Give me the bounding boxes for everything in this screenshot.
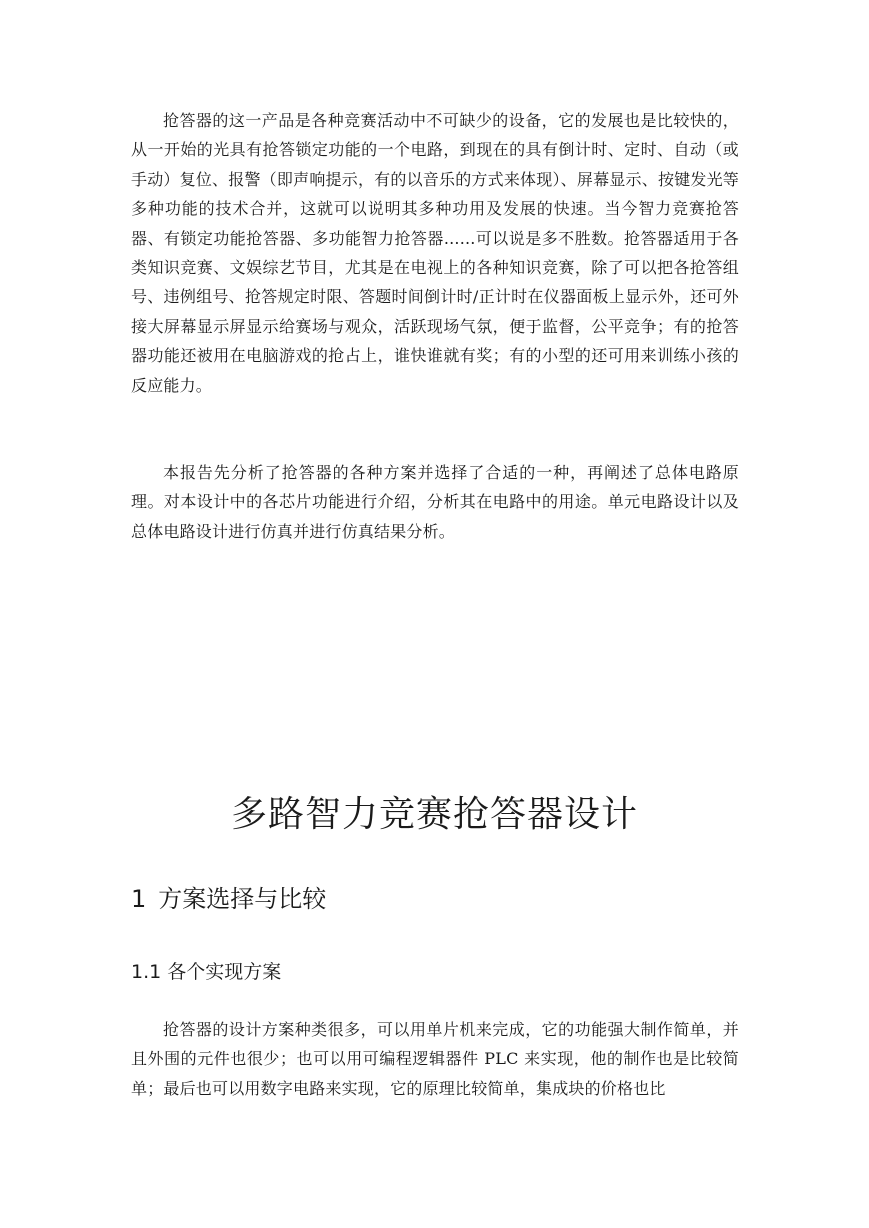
section-1-number: 1 (131, 885, 147, 913)
intro-paragraph-2: 本报告先分析了抢答器的各种方案并选择了合适的一种，再阐述了总体电路原理。对本设计中的各芯片功能进行介绍，分析其在电路中的用途。单元电路设计以及总体电路设计进行仿真并进行仿真结果分析。 (131, 463, 739, 541)
section-1-title: 方案选择与比较 (158, 885, 327, 913)
subsection-1-1-heading (131, 957, 281, 984)
intro-paragraph-1: 抢答器的这一产品是各种竞赛活动中不可缺少的设备，它的发展也是比较快的，从一开始的光具有抢答锁定功能的一个电路，到现在的具有倒计时、定时、自动（或手动）复位、报警（即声响提示，有的以音乐的方式来体现）、屏幕显示、按键发光等多种功能的技术合并，这就可以说明其多种功用及发展的快速。当今智力竞赛抢答器、有锁定功能抢答器、多功能智力抢答器......可以说是多不胜数。抢答器适用于各类知识竞赛、文娱综艺节目，尤其是在电视上的各种知识竞赛，除了可以把各抢答组号、违例组号、抢答规定时限、答题时间倒计时/正计时在仪器面板上显示外，还可外接大屏幕显示屏显示给赛场与观众，活跃现场气氛，便于监督，公平竞争；有的抢答器功能还被用在电脑游戏的抢占上，谁快谁就有奖；有的小型的还可用来训练小孩的反应能力。 (131, 111, 739, 395)
subsection-1-1-title: 各个实现方案 (167, 961, 282, 983)
subsection-1-1-paragraph: 抢答器的设计方案种类很多，可以用单片机来完成，它的功能强大制作简单，并且外围的元件也很少；也可以用可编程逻辑器件 PLC 来实现，他的制作也是比较简单；最后也可以用数字电路来实现，它的原理比较简单，集成块的价格也比 (131, 1020, 739, 1098)
subsection-1-1-number: 1.1 (131, 961, 162, 983)
section-1-heading (131, 879, 326, 914)
document-title: 多路智力竞赛抢答器设计 (230, 794, 638, 835)
